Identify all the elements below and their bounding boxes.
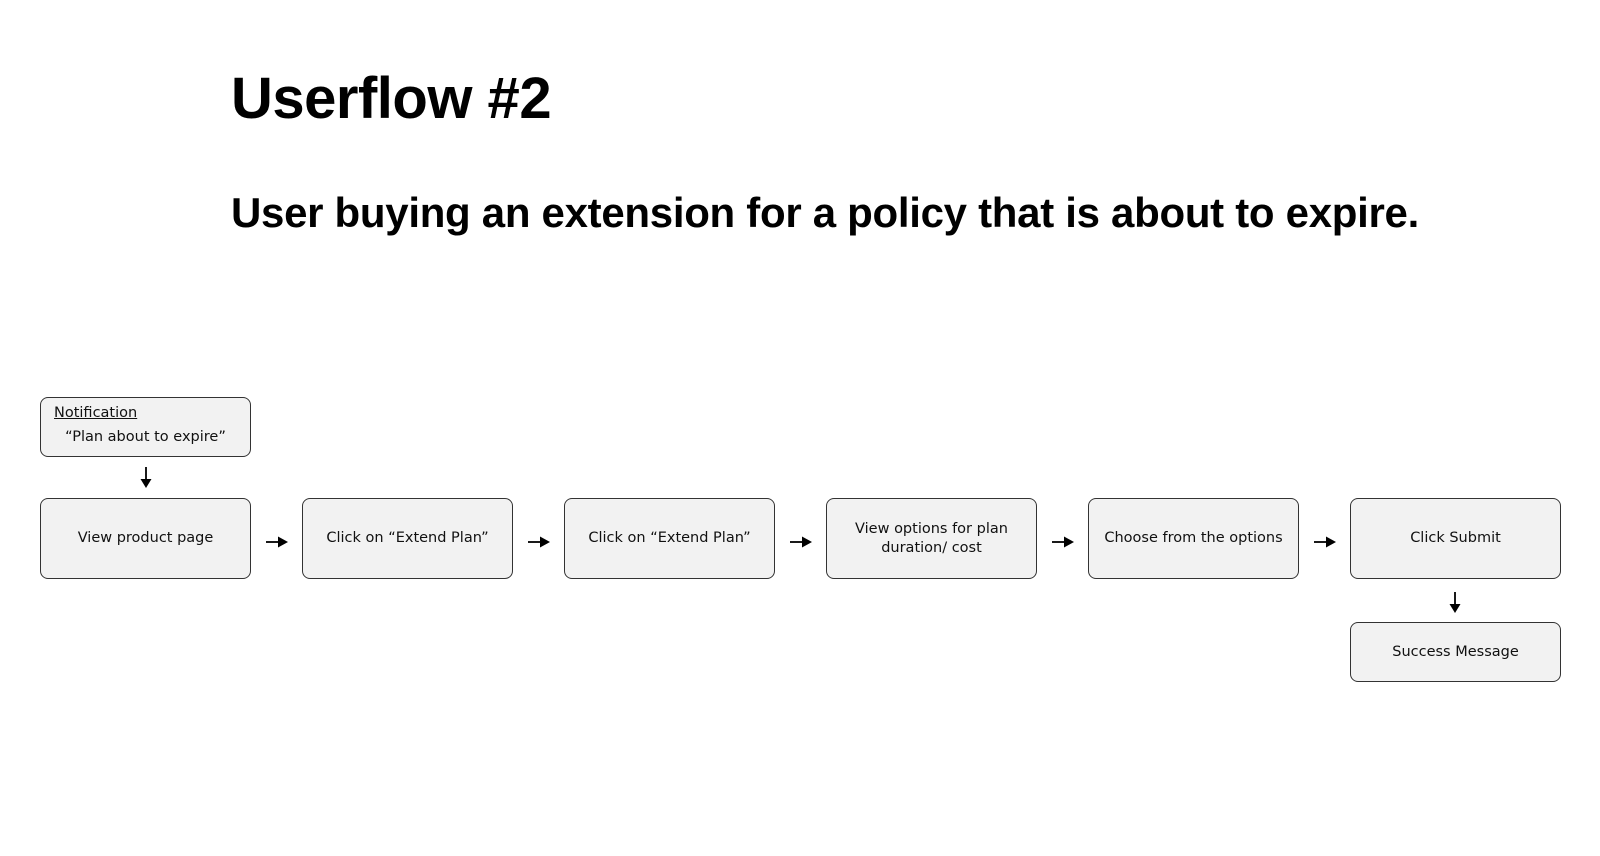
down-arrow-icon — [1445, 591, 1465, 615]
step-success-message — [1350, 622, 1561, 682]
page-title: Userflow #2 — [231, 66, 552, 131]
step-view-product-page — [40, 498, 251, 579]
step-label: Click Submit — [1410, 530, 1501, 547]
notification-text: “Plan about to expire” — [65, 429, 226, 445]
down-arrow-icon — [136, 466, 156, 490]
right-arrow-icon — [527, 532, 553, 552]
step-label: Click on “Extend Plan” — [326, 530, 489, 547]
step-click-submit — [1350, 498, 1561, 579]
right-arrow-icon — [265, 532, 291, 552]
step-click-extend-plan-2 — [564, 498, 775, 579]
step-choose-options — [1088, 498, 1299, 579]
step-label: Click on “Extend Plan” — [588, 530, 751, 547]
page-subtitle: User buying an extension for a policy that is about to expire. — [231, 189, 1419, 236]
step-label: Choose from the options — [1104, 530, 1283, 547]
step-label: Success Message — [1392, 643, 1519, 660]
step-click-extend-plan — [302, 498, 513, 579]
right-arrow-icon — [1051, 532, 1077, 552]
step-view-options — [826, 498, 1037, 579]
step-label: View options for plan duration/ cost — [855, 520, 1008, 556]
notification-box — [40, 397, 251, 457]
step-label: View product page — [77, 530, 214, 547]
right-arrow-icon — [789, 532, 815, 552]
right-arrow-icon — [1313, 532, 1339, 552]
notification-label: Notification — [54, 405, 138, 421]
